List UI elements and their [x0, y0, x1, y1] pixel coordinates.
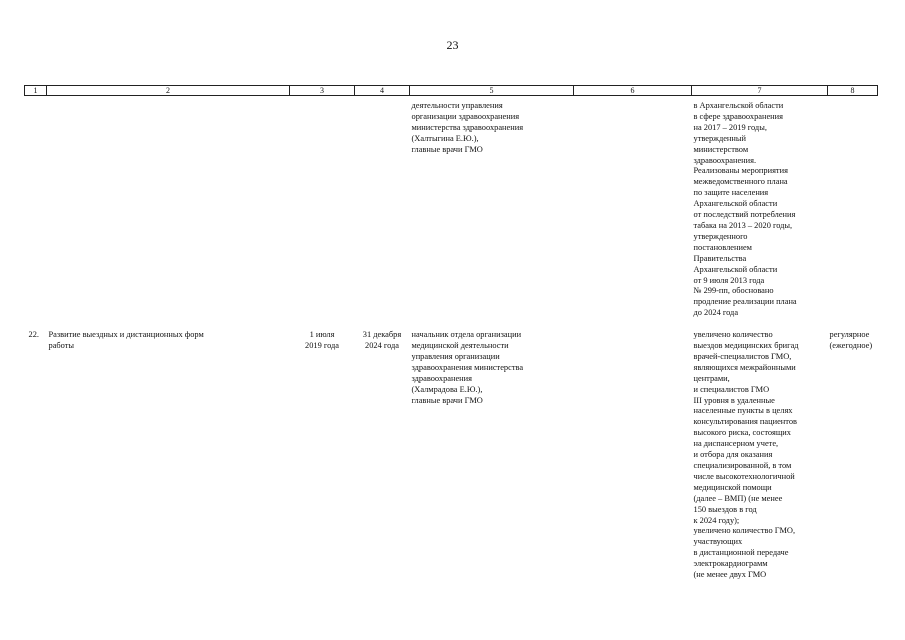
- responsible-persons: начальник отдела организации медицинской деятельности управления организации здравоохранения министерства здравоохранения (Халмрадова Е.Ю.), главные врачи ГМО: [411, 330, 524, 405]
- item-name: Развитие выездных и дистанционных форм работы: [48, 330, 204, 351]
- end-date: 31 декабря 2024 года: [362, 330, 402, 351]
- page-number: 23: [446, 38, 459, 52]
- expected-result: в Архангельской области в сфере здравоохранения на 2017 – 2019 годы, утвержденный министерством здравоохранения. Реализованы мероприятия межведомственного плана по защите населения Архангельской области от последствий потребления табака на 2013 – 2020 годы, утвержденного постановлением Правительства Архангельской области от 9 июля 2013 года № 299-пп, обосновано продление реализации плана до 2024 года: [693, 101, 797, 318]
- table-row-continuation: [25, 96, 878, 320]
- item-name: [47, 96, 290, 320]
- start-date: 1 июля 2019 года: [305, 330, 339, 351]
- item-number: 22.: [28, 330, 39, 340]
- column-number-row: [25, 86, 878, 96]
- event-type: регулярное (ежегодное): [829, 330, 873, 351]
- column-header: 8: [828, 86, 878, 96]
- column-6-cell: [574, 96, 692, 320]
- start-date: [290, 96, 355, 320]
- column-header: 2: [47, 86, 290, 96]
- column-header: 1: [25, 86, 47, 96]
- responsible-persons: деятельности управления организации здравоохранения министерства здравоохранения (Халтыгина Е.Ю.), главные врачи ГМО: [411, 101, 524, 154]
- expected-result: увеличено количество выездов медицинских бригад врачей-специалистов ГМО, являющихся межрайонными центрами, и специалистов ГМО III уровня в удаленные населенные пункты в целях консультирования пациентов высокого риска, состоящих на диспансерном учете, и отбора для оказания специализированной, в том числе высокотехнологичной медицинской помощи (далее – ВМП) (не менее 150 выездов в год к 2024 году); увеличено количество ГМО, участвующих в дистанционной передаче электрокардиограмм (не менее двух ГМО: [693, 330, 799, 580]
- item-number: [25, 96, 47, 320]
- column-header: 4: [355, 86, 410, 96]
- table-row-22: [25, 319, 878, 581]
- event-type: [828, 96, 878, 320]
- column-header: 5: [410, 86, 574, 96]
- column-header: 6: [574, 86, 692, 96]
- column-header: 7: [692, 86, 828, 96]
- column-6-cell: [574, 319, 692, 581]
- plan-table: [24, 85, 878, 581]
- end-date: [355, 96, 410, 320]
- column-header: 3: [290, 86, 355, 96]
